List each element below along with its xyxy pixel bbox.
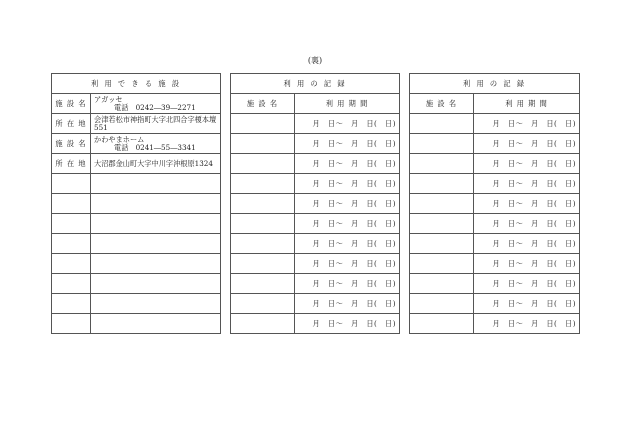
empty-cell (52, 254, 91, 274)
period-entry: 月 日～ 月 日( 日) (295, 194, 400, 214)
usage-record-header: 利 用 の 記 録 (231, 74, 400, 94)
facility-address: 会津若松市神指町大字北四合字榎本壇551 (91, 114, 221, 134)
facilities-table-header: 利 用 で き る 施 設 (52, 74, 221, 94)
period-entry: 月 日～ 月 日( 日) (295, 294, 400, 314)
empty-cell (52, 214, 91, 234)
empty-cell (91, 174, 221, 194)
facility-address-label: 所 在 地 (52, 154, 91, 174)
facility-entry (231, 134, 295, 154)
period-entry: 月 日～ 月 日( 日) (474, 254, 580, 274)
period-entry: 月 日～ 月 日( 日) (295, 154, 400, 174)
facility-address: 大沼郡金山町大字中川字沖根原1324 (91, 154, 221, 174)
col-usage-period: 利 用 期 間 (474, 94, 580, 114)
facility-entry (410, 234, 474, 254)
facility-entry (410, 114, 474, 134)
empty-cell (52, 234, 91, 254)
period-entry: 月 日～ 月 日( 日) (295, 174, 400, 194)
facility-name: かわやまホーム (94, 134, 145, 144)
period-entry: 月 日～ 月 日( 日) (474, 114, 580, 134)
facility-entry (410, 154, 474, 174)
facility-name-label: 施 設 名 (52, 94, 91, 114)
col-usage-period: 利 用 期 間 (295, 94, 400, 114)
empty-cell (52, 274, 91, 294)
empty-cell (91, 274, 221, 294)
facility-entry (231, 214, 295, 234)
period-entry: 月 日～ 月 日( 日) (474, 314, 580, 334)
period-entry: 月 日～ 月 日( 日) (474, 274, 580, 294)
facility-entry (410, 174, 474, 194)
facility-name: アガッセ (94, 94, 123, 104)
facility-entry (410, 294, 474, 314)
usage-record-header: 利 用 の 記 録 (410, 74, 580, 94)
usage-record-table-left (230, 73, 400, 334)
facility-address-label: 所 在 地 (52, 114, 91, 134)
period-entry: 月 日～ 月 日( 日) (474, 234, 580, 254)
period-entry: 月 日～ 月 日( 日) (474, 174, 580, 194)
facility-entry (231, 194, 295, 214)
period-entry: 月 日～ 月 日( 日) (295, 254, 400, 274)
facility-entry (410, 214, 474, 234)
facilities-table (51, 73, 221, 334)
empty-cell (52, 174, 91, 194)
facility-entry (410, 274, 474, 294)
facility-entry (231, 234, 295, 254)
empty-cell (52, 194, 91, 214)
facility-phone: 電話 0241―55―3341 (114, 142, 196, 152)
period-entry: 月 日～ 月 日( 日) (474, 154, 580, 174)
usage-record-table-right (409, 73, 580, 334)
facility-name-value (91, 94, 221, 114)
period-entry: 月 日～ 月 日( 日) (474, 214, 580, 234)
period-entry: 月 日～ 月 日( 日) (474, 134, 580, 154)
period-entry: 月 日～ 月 日( 日) (474, 194, 580, 214)
empty-cell (52, 314, 91, 334)
facility-entry (231, 254, 295, 274)
empty-cell (91, 234, 221, 254)
empty-cell (91, 314, 221, 334)
facility-entry (231, 154, 295, 174)
facility-entry (410, 314, 474, 334)
empty-cell (52, 294, 91, 314)
empty-cell (91, 294, 221, 314)
period-entry: 月 日～ 月 日( 日) (295, 314, 400, 334)
col-facility-name: 施 設 名 (410, 94, 474, 114)
period-entry: 月 日～ 月 日( 日) (295, 214, 400, 234)
facility-phone: 電話 0242―39―2271 (114, 102, 196, 112)
facility-entry (231, 174, 295, 194)
facility-entry (410, 194, 474, 214)
facility-entry (231, 114, 295, 134)
facility-name-value (91, 134, 221, 154)
page-label: (裏) (307, 56, 323, 65)
empty-cell (91, 194, 221, 214)
empty-cell (91, 214, 221, 234)
period-entry: 月 日～ 月 日( 日) (474, 294, 580, 314)
empty-cell (91, 254, 221, 274)
facility-entry (410, 134, 474, 154)
period-entry: 月 日～ 月 日( 日) (295, 234, 400, 254)
period-entry: 月 日～ 月 日( 日) (295, 114, 400, 134)
period-entry: 月 日～ 月 日( 日) (295, 274, 400, 294)
period-entry: 月 日～ 月 日( 日) (295, 134, 400, 154)
facility-name-label: 施 設 名 (52, 134, 91, 154)
facility-entry (231, 274, 295, 294)
col-facility-name: 施 設 名 (231, 94, 295, 114)
facility-entry (231, 314, 295, 334)
facility-entry (231, 294, 295, 314)
facility-entry (410, 254, 474, 274)
